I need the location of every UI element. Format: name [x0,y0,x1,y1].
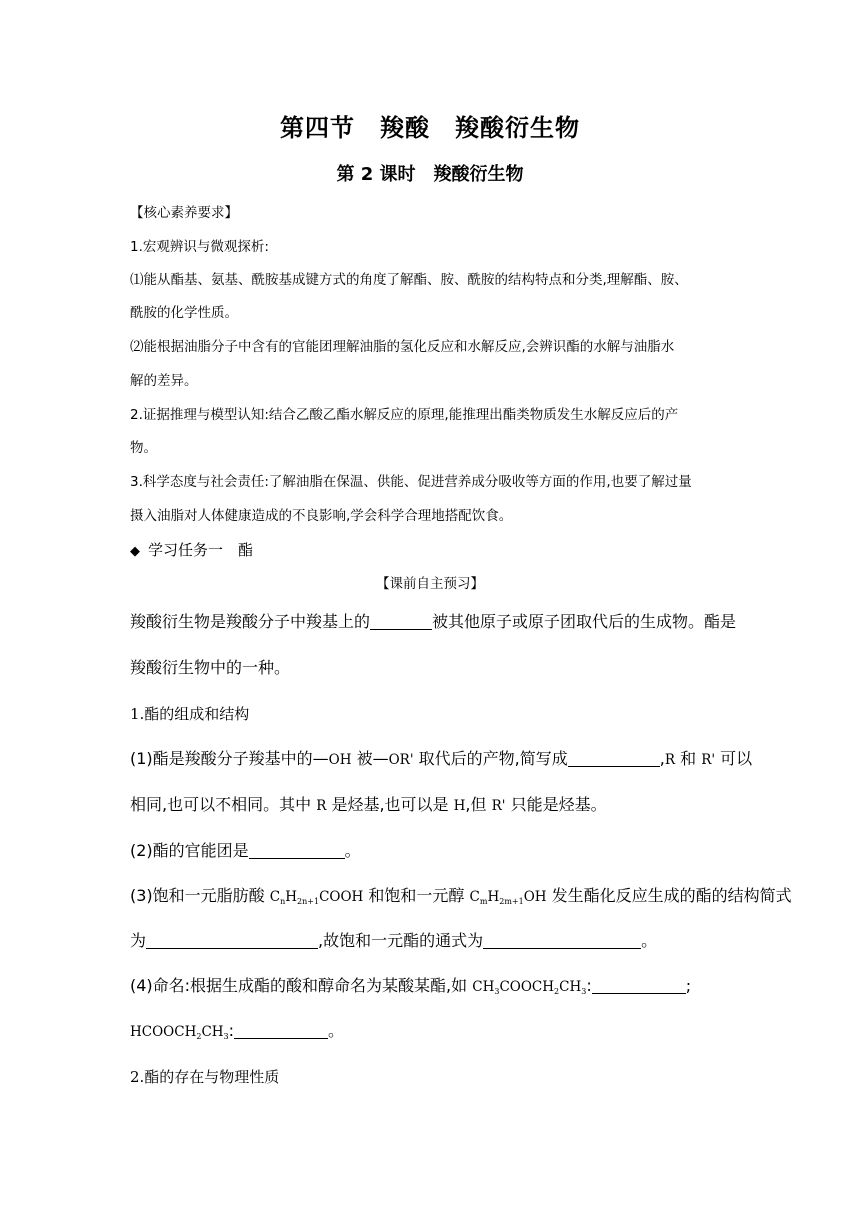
f3-c: CH [559,979,582,995]
core-item-3-line1: 3.科学态度与社会责任:了解油脂在保温、供能、促进营养成分吸收等方面的作用,也要了解过量 [130,474,692,490]
p4-semicolon: ; [685,976,692,995]
blank-ester-shorthand[interactable] [568,750,660,767]
f3-s1: 3 [494,987,500,996]
p1-text-c: 取代后的产物,简写成 [413,749,568,768]
para-1-line2 [130,794,740,816]
f2-m: m [479,897,488,906]
core-item-1-1-line1: ⑴能从酯基、氨基、酰胺基成键方式的角度了解酯、胺、酰胺的结构特点和分类,理解酯、胺、 [130,272,688,288]
diamond-icon: ◆ [130,544,140,559]
p1b-h: H [453,798,466,814]
p3b-text-b: ,故饱和一元酯的通式为 [318,931,484,950]
core-item-1-1-line2: 酰胺的化学性质。 [130,305,238,321]
p1b-r: R [316,798,327,814]
formula-ethyl-acetate [472,979,586,995]
p1-or: OR' [388,752,414,768]
f1-h: H [285,889,298,905]
core-item-1-2-line2: 解的差异。 [130,373,198,389]
core-item-2-line2: 物。 [130,440,157,456]
f3-b: COOCH [499,979,555,995]
f3-a: CH [472,979,495,995]
p1-rp: R' [701,752,716,768]
intro-line1 [130,611,740,633]
blank-name-2[interactable] [234,1022,328,1039]
f2-oh: OH [523,889,547,905]
task-label: 学习任务一 酯 [148,541,254,559]
p1-text-b: 被— [351,749,389,768]
p1-r: R [664,752,676,768]
core-item-2-line1: 2.证据推理与模型认知:结合乙酸乙酯水解反应的原理,能推理出酯类物质发生水解反应后的产 [130,407,679,423]
p4b-period: 。 [328,1021,345,1040]
p4-colon: : [586,976,592,995]
f4-s2: 3 [223,1032,229,1041]
p2-text-b: 。 [344,841,361,860]
f1-n: n [280,897,286,906]
p4-text-a: (4)命名:根据生成酯的酸和醇命名为某酸某酯,如 [130,976,473,995]
f2-h: H [487,889,500,905]
intro-text-a: 羧酸衍生物是羧酸分子中羧基上的 [130,612,371,631]
f3-s3: 3 [581,987,587,996]
section-1-heading: 1.酯的组成和结构 [130,705,250,723]
p3-text-a: (3)饱和一元脂肪酸 [130,886,270,905]
f4-a: HCOOCH [130,1024,197,1040]
p1-text-f: 可以 [715,749,753,768]
preview-heading: 【课前自主预习】 [376,576,484,592]
para-4-line2 [130,1020,740,1046]
blank-name-1[interactable] [592,977,686,994]
intro-text-b: 被其他原子或原子团取代后的生成物。酯是 [432,612,737,631]
blank-general-formula[interactable] [483,932,641,949]
blank-functional-group[interactable] [249,842,345,859]
p1b-rp: R' [491,798,506,814]
p1b-text-b: 是烃基,也可以是 [326,795,454,814]
p3-text-b: 和饱和一元醇 [363,886,470,905]
core-item-1-2-line1: ⑵能根据油脂分子中含有的官能团理解油脂的氢化反应和水解反应,会辨识酯的水解与油脂水 [130,339,675,355]
f4-b: CH [201,1024,224,1040]
formula-ethyl-formate [130,1024,229,1040]
intro-line2: 羧酸衍生物中的一种。 [130,658,291,677]
formula-alcohol [470,889,547,905]
p1b-text-d: 只能是烃基。 [505,795,607,814]
p2-text-a: (2)酯的官能团是 [130,841,249,860]
blank-intro[interactable] [370,613,432,630]
p1-oh: OH [328,752,352,768]
p1-comma: , [659,749,665,768]
core-item-3-line2: 摄入油脂对人体健康造成的不良影响,学会科学合理地搭配饮食。 [130,508,513,524]
p3b-text-a: 为 [130,931,147,950]
para-4-line1 [130,975,740,1001]
para-1-line1 [130,748,753,770]
blank-ester-structure[interactable] [146,932,318,949]
para-3-line1 [130,885,792,911]
f3-s2: 2 [554,987,560,996]
f1-cooh: COOH [319,889,364,905]
para-2 [130,840,740,862]
p4b-colon: : [228,1021,235,1040]
p1b-text-a: 相同,也可以不相同。其中 [130,795,317,814]
f2-c: C [469,889,480,905]
para-3-line2 [130,930,740,952]
f1-c: C [269,889,281,905]
p3b-text-c: 。 [641,931,658,950]
f4-s1: 2 [196,1032,202,1041]
p1b-text-c: ,但 [465,795,492,814]
page-title: 第四节 羧酸 羧酸衍生物 [280,114,580,142]
f2-s: 2m+1 [499,897,524,906]
page-subtitle: 第 2 课时 羧酸衍生物 [336,164,524,185]
section-2-heading: 2.酯的存在与物理性质 [130,1068,280,1086]
p3-text-c: 发生酯化反应生成的酯的结构简式 [546,886,792,905]
p1-text-e: 和 [675,749,702,768]
core-item-1: 1.宏观辨识与微观探析: [130,239,269,255]
task-heading [130,540,740,562]
p1-text-a: (1)酯是羧酸分子羧基中的— [130,749,329,768]
core-heading: 【核心素养要求】 [130,205,238,221]
formula-acid [270,889,364,905]
f1-s: 2n+1 [297,897,320,906]
